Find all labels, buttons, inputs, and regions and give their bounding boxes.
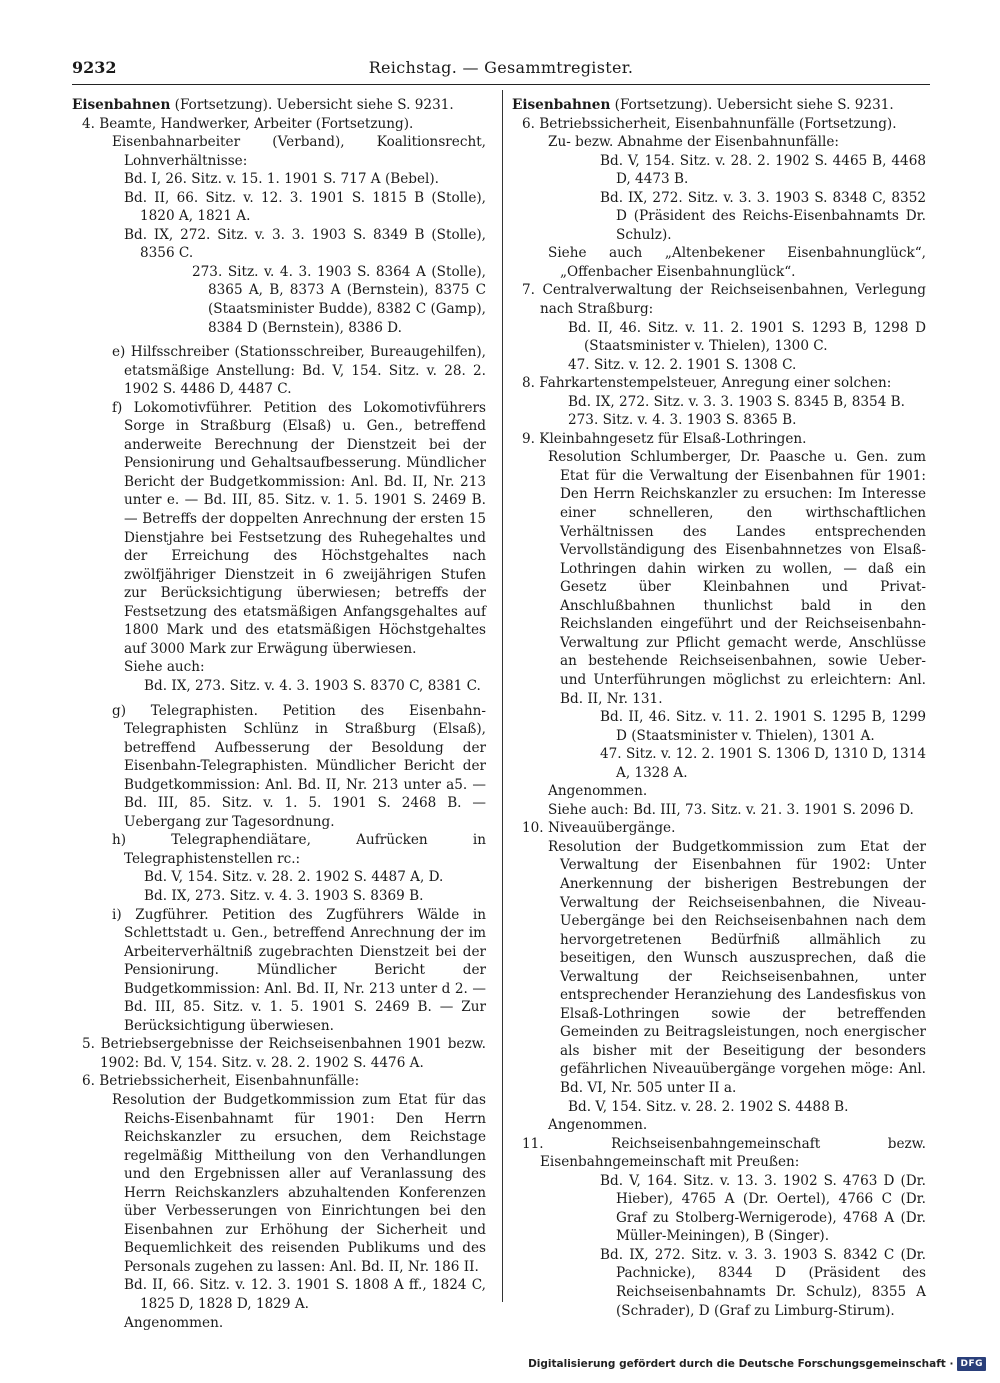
entry-text: 47. Sitz. v. 12. 2. 1901 S. 1308 C. — [568, 356, 797, 373]
entry-text: Bd. V, 164. Sitz. v. 13. 3. 1902 S. 4763 D (Dr. Hieber), 4765 A (Dr. Oertel), 4766 C (Dr. Graf zu Stolberg-Wernigerode), 4768 A (Dr. Müller-Meiningen), B (Singer). — [600, 1172, 926, 1245]
entry-text: Eisenbahnarbeiter (Verband), Koalitionsrecht, Lohnverhältnisse: — [112, 134, 486, 169]
index-entry — [72, 702, 486, 832]
entry-text: Resolution der Budgetkommission zum Etat für das Reichs-Eisenbahnamt für 1901: Den Herrn Reichskanzler zu ersuchen, dem Reichstage regelmäßig Mittheilung von den Verhandlungen und den Ergebnissen aller auf Veranlassung des Herrn Reichskanzlers abzuhaltenden Konferenzen über Verbesserungen von Einrichtungen bei den Eisenbahnen zur Erhöhung der Sicherheit und Bequemlichkeit des reisenden Publikums und des Personals zugehen zu lassen: Anl. Bd. II, Nr. 186 II. — [112, 1091, 486, 1275]
entry-text: 273. Sitz. v. 4. 3. 1903 S. 8365 B. — [568, 412, 797, 429]
entry-text: 11. Reichseisenbahngemeinschaft bezw. Eisenbahngemeinschaft mit Preußen: — [522, 1135, 926, 1171]
index-entry — [512, 356, 926, 375]
entry-text: (Fortsetzung). Uebersicht siehe S. 9231. — [170, 97, 454, 113]
index-entry — [72, 343, 486, 399]
index-entry — [512, 1246, 926, 1320]
entry-text: Bd. IX, 273. Sitz. v. 4. 3. 1903 S. 8369 B. — [144, 887, 424, 904]
entry-text: (Fortsetzung). Uebersicht siehe S. 9231. — [610, 97, 894, 113]
entry-text: Bd. IX, 272. Sitz. v. 3. 3. 1903 S. 8348 C, 8352 D (Präsident des Reichs-Eisenbahnamts Dr. Schulz). — [600, 189, 926, 243]
entry-text: Bd. IX, 272. Sitz. v. 3. 3. 1903 S. 8342 C (Dr. Pachnicke), 8344 D (Präsident des Reichseisenbahnamts Dr. Schulz), 8355 A (Schrader), D (Graf zu Limburg-Stirum). — [600, 1246, 926, 1319]
index-entry — [512, 281, 926, 318]
index-entry — [512, 1172, 926, 1246]
entry-text: Zu- bezw. Abnahme der Eisenbahnunfälle: — [548, 134, 839, 151]
index-entry — [512, 115, 926, 134]
entry-text: Bd. IX, 272. Sitz. v. 3. 3. 1903 S. 8349 B (Stolle), 8356 C. — [124, 226, 486, 262]
dfg-logo: DFG — [957, 1357, 986, 1371]
entry-text: Bd. II, 46. Sitz. v. 11. 2. 1901 S. 1295 B, 1299 D (Staatsminister v. Thielen), 1301 A. — [600, 709, 926, 744]
index-entry — [512, 96, 926, 115]
index-entry — [72, 96, 486, 115]
entry-text: 7. Centralverwaltung der Reichseisenbahnen, Verlegung nach Straßburg: — [522, 282, 926, 318]
entry-text: 5. Betriebsergebnisse der Reichseisenbahnen 1901 bezw. 1902: Bd. V, 154. Sitz. v. 28. 2. 1902 S. 4476 A. — [82, 1036, 486, 1071]
entry-text: Resolution Schlumberger, Dr. Paasche u. Gen. zum Etat für die Verwaltung der Eisenbahnen für 1901: Den Herrn Reichskanzler zu ersuchen: Im Interesse einer schnelleren, den wirthschaftlichen Verhältnissen des Landes entsprechenden Vervollständigung des Eisenbahnnetzes von Elsaß-Lothringen dahin wirken zu wollen, — daß ein Gesetz über Kleinbahnen und Privat-Anschlußbahnen thunlichst bald in den Reichslanden eingeführt und der Reichseisenbahn-Verwaltung zur Pflicht gemacht werde, Anschlüsse an bestehende Reichseisenbahnen, sowie Ueber- und Unterführungen möglichst zu erleichtern: Anl. Bd. II, Nr. 131. — [548, 449, 926, 707]
entry-text: Bd. I, 26. Sitz. v. 15. 1. 1901 S. 717 A (Bebel). — [124, 171, 439, 188]
entry-text: g) Telegraphisten. Petition des Eisenbahn-Telegraphisten Schlünz in Straßburg (Elsaß), betreffend Aufbesserung der Besoldung der Eisenbahn-Telegraphisten. Mündlicher Bericht der Budgetkommission: Anl. Bd. II, Nr. 213 unter a5. — Bd. III, 85. Sitz. v. 1. 5. 1901 S. 2468 B. — Uebergang zur Tagesordnung. — [112, 702, 486, 830]
running-title: Reichstag. — Gesammtregister. — [368, 58, 634, 77]
index-entry — [72, 115, 486, 134]
index-entry — [512, 801, 926, 820]
entry-text: Angenommen. — [548, 783, 648, 800]
header-rule — [72, 84, 930, 85]
entry-heading: Eisenbahnen — [512, 97, 611, 113]
entry-text: Siehe auch „Altenbekener Eisenbahnunglück“, „Offenbacher Eisenbahnunglück“. — [548, 245, 926, 280]
entry-text: Bd. V, 154. Sitz. v. 28. 2. 1902 S. 4487 A, D. — [144, 869, 444, 886]
index-entry — [72, 1314, 486, 1333]
left-column — [72, 96, 486, 1332]
entry-text: 6. Betriebssicherheit, Eisenbahnunfälle: — [82, 1073, 360, 1090]
index-entry — [512, 189, 926, 245]
entry-text: 8. Fahrkartenstempelsteuer, Anregung einer solchen: — [522, 375, 892, 392]
footer-credit — [528, 1357, 986, 1371]
index-entry — [72, 677, 486, 696]
index-entry — [72, 887, 486, 906]
index-entry — [512, 411, 926, 430]
index-entry — [72, 831, 486, 868]
index-entry — [512, 782, 926, 801]
index-entry — [72, 263, 486, 337]
index-entry — [72, 906, 486, 1036]
entry-text: 9. Kleinbahngesetz für Elsaß-Lothringen. — [522, 430, 807, 447]
entry-text: Siehe auch: Bd. III, 73. Sitz. v. 21. 3. 1901 S. 2096 D. — [548, 801, 914, 818]
column-divider — [502, 90, 503, 1302]
index-entry — [512, 319, 926, 356]
entry-text: Bd. II, 66. Sitz. v. 12. 3. 1901 S. 1808 A ff., 1824 C, 1825 D, 1828 D, 1829 A. — [124, 1277, 486, 1312]
entry-text: 4. Beamte, Handwerker, Arbeiter (Fortsetzung). — [82, 115, 414, 132]
entry-text: 47. Sitz. v. 12. 2. 1901 S. 1306 D, 1310 D, 1314 A, 1328 A. — [600, 746, 926, 781]
index-entry — [512, 152, 926, 189]
entry-heading: Eisenbahnen — [72, 97, 171, 113]
index-entry — [72, 1091, 486, 1276]
index-entry — [72, 1035, 486, 1072]
index-entry — [512, 430, 926, 449]
entry-text: 6. Betriebssicherheit, Eisenbahnunfälle (Fortsetzung). — [522, 115, 897, 132]
right-column — [512, 96, 926, 1320]
entry-text: f) Lokomotivführer. Petition des Lokomotivführers Sorge in Straßburg (Elsaß) u. Gen., betreffend anderweite Berechnung der Dienstzeit bei der Pensionirung und Gehaltsaufbesserung. Mündlicher Bericht der Budgetkommission: Anl. Bd. II, Nr. 213 unter e. — Bd. III, 85. Sitz. v. 1. 5. 1901 S. 2469 B. — Betreffs der doppelten Anrechnung der ersten 15 Dienstjahre bei Festsetzung des Ruhegehaltes und der Erreichung des Höchstgehaltes nach zwölfjähriger Dienstzeit in 6 zweijährigen Stufen zur Berücksichtigung überwiesen; betreffs der Festsetzung des etatsmäßigen Anfangsgehaltes auf 1800 Mark und des etatsmäßigen Höchstgehaltes auf 3000 Mark zur Erwägung überwiesen. — [112, 399, 486, 657]
index-entry — [512, 133, 926, 152]
index-entry — [512, 374, 926, 393]
entry-text: Bd. IX, 272. Sitz. v. 3. 3. 1903 S. 8345 B, 8354 B. — [568, 393, 905, 410]
entry-text: Bd. II, 66. Sitz. v. 12. 3. 1901 S. 1815 B (Stolle), 1820 A, 1821 A. — [124, 189, 486, 225]
index-entry — [512, 838, 926, 1098]
entry-text: Angenommen. — [124, 1314, 224, 1331]
index-entry — [512, 1135, 926, 1172]
index-entry — [512, 448, 926, 708]
index-entry — [72, 189, 486, 226]
entry-text: Bd. V, 154. Sitz. v. 28. 2. 1902 S. 4465 B, 4468 D, 4473 B. — [600, 152, 926, 188]
index-entry — [72, 226, 486, 263]
index-entry — [512, 393, 926, 412]
entry-text: Bd. IX, 273. Sitz. v. 4. 3. 1903 S. 8370 C, 8381 C. — [144, 677, 481, 694]
index-entry — [512, 708, 926, 745]
credit-text: Digitalisierung gefördert durch die Deutsche Forschungsgemeinschaft · — [528, 1358, 954, 1370]
index-entry — [512, 244, 926, 281]
entry-text: Bd. V, 154. Sitz. v. 28. 2. 1902 S. 4488 B. — [568, 1098, 849, 1115]
entry-text: 10. Niveauübergänge. — [522, 820, 676, 837]
index-entry — [512, 819, 926, 838]
index-entry — [72, 399, 486, 659]
page-number: 9232 — [72, 58, 117, 77]
index-entry — [72, 1276, 486, 1313]
entry-text: 273. Sitz. v. 4. 3. 1903 S. 8364 A (Stolle), 8365 A, B, 8373 A (Bernstein), 8375 C (Staatsminister Budde), 8382 C (Gamp), 8384 D (Bernstein), 8386 D. — [192, 263, 486, 336]
entry-text: i) Zugführer. Petition des Zugführers Wälde in Schlettstadt u. Gen., betreffend Anrechnung der im Arbeiterverhältniß zugebrachten Dienstzeit bei der Pensionirung. Mündlicher Bericht der Budgetkommission: Anl. Bd. II, Nr. 213 unter d 2. — Bd. III, 85. Sitz. v. 1. 5. 1901 S. 2469 B. — Zur Berücksichtigung überwiesen. — [112, 906, 486, 1034]
entry-text: Resolution der Budgetkommission zum Etat der Verwaltung der Eisenbahnen für 1902: Unter Anerkennung der bisherigen Bestrebungen der Verwaltung der Reichseisenbahnen, die Niveau-Uebergänge bei den Reichseisenbahnen nach dem hervorgetretenen Bedürfniß allmählich zu beseitigen, den Wunsch auszusprechen, daß die Verwaltung der Reichseisenbahnen, unter entsprechender Heranziehung des Landesfiskus von Elsaß-Lothringen sowie der betreffenden Gemeinden zu Beitragsleistungen, noch energischer als bisher mit der Beseitigung der besonders gefährlichen Niveauübergänge vorgehen möge: Anl. Bd. VI, Nr. 505 unter II a. — [548, 838, 926, 1096]
index-entry — [72, 658, 486, 677]
index-entry — [72, 170, 486, 189]
index-entry — [72, 868, 486, 887]
entry-text: Siehe auch: — [124, 659, 205, 676]
entry-text: Bd. II, 46. Sitz. v. 11. 2. 1901 S. 1293 B, 1298 D (Staatsminister v. Thielen), 1300 C. — [568, 319, 926, 355]
index-entry — [72, 1072, 486, 1091]
index-entry — [72, 133, 486, 170]
index-entry — [512, 745, 926, 782]
entry-text: h) Telegraphendiätare, Aufrücken in Telegraphistenstellen rc.: — [112, 832, 486, 867]
index-entry — [512, 1098, 926, 1117]
entry-text: Angenommen. — [548, 1117, 648, 1134]
page-header — [72, 58, 930, 84]
entry-text: e) Hilfsschreiber (Stationsschreiber, Bureaugehilfen), etatsmäßige Anstellung: Bd. V, 154. Sitz. v. 28. 2. 1902 S. 4486 D, 4487 C. — [112, 344, 486, 398]
index-entry — [512, 1116, 926, 1135]
